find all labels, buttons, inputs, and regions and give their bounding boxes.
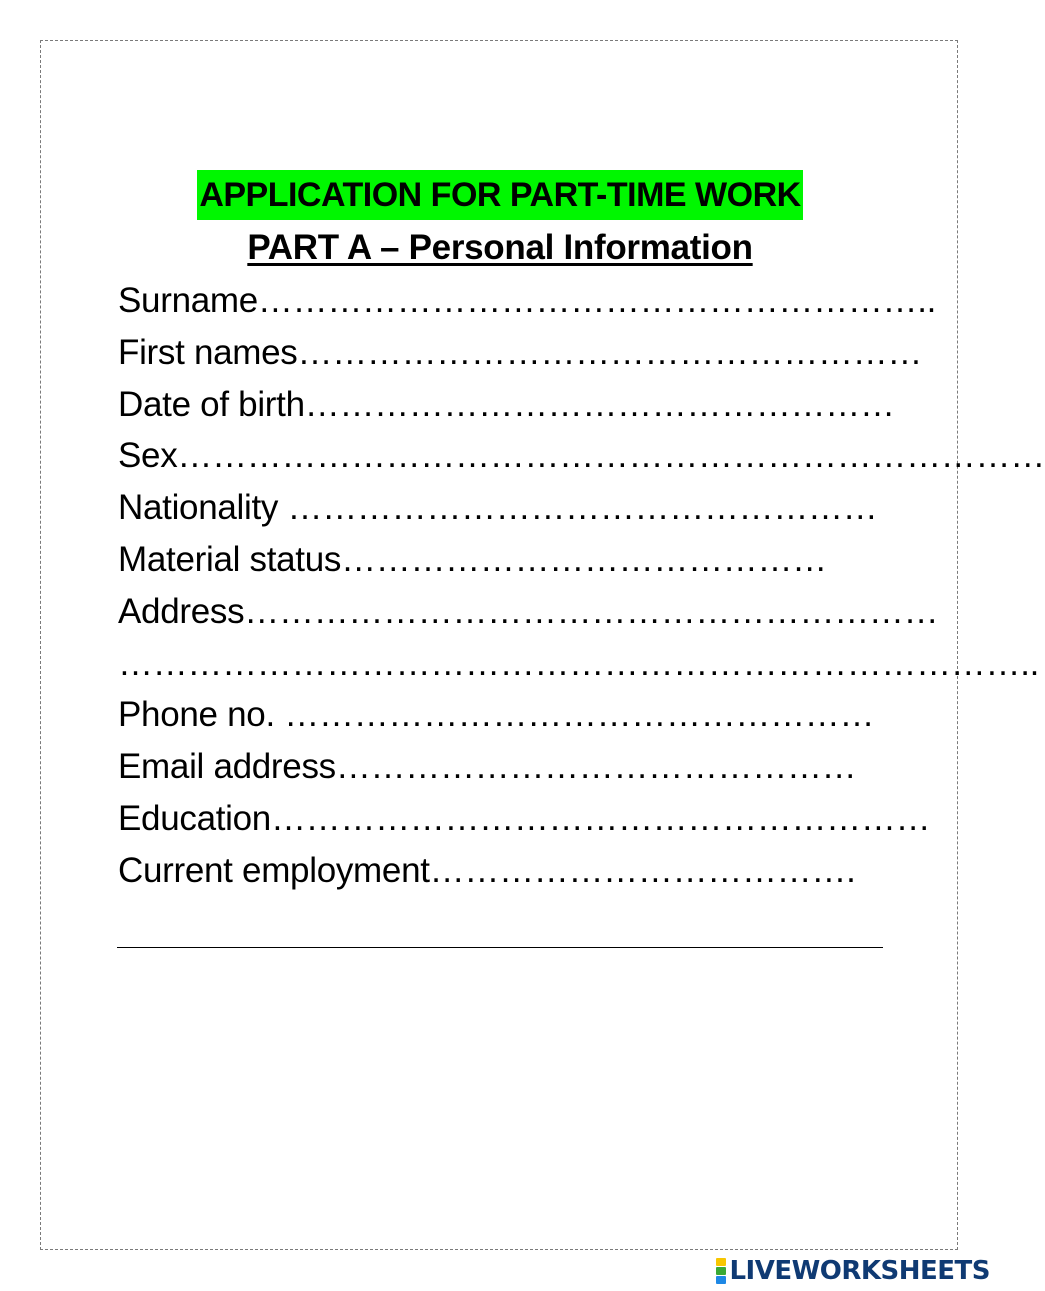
logo-block-green <box>716 1267 726 1275</box>
field-material-status: Material status…………………………………… <box>118 539 827 579</box>
field-date-of-birth: Date of birth…………………………………………… <box>118 384 895 424</box>
divider-line <box>117 947 883 948</box>
field-address-continued: …………………………………………………………………….. <box>118 643 1040 683</box>
field-phone-no: Phone no. …………………………………………… <box>118 695 875 735</box>
field-nationality: Nationality …………………………………………… <box>118 488 878 528</box>
section-heading: PART A – Personal Information <box>247 228 753 267</box>
title-container <box>0 170 1000 220</box>
logo-text: LIVEWORKSHEETS <box>729 1256 990 1286</box>
field-surname: Surname………………………………………………….. <box>118 281 937 320</box>
liveworksheets-logo <box>716 1254 990 1288</box>
logo-block-blue <box>716 1276 726 1284</box>
logo-blocks-icon <box>716 1258 726 1284</box>
form-fields <box>118 275 1045 897</box>
field-sex: Sex………………………………………………………………… <box>118 436 1045 476</box>
logo-block-yellow <box>716 1258 726 1266</box>
subtitle-container <box>0 225 1000 271</box>
document-title: APPLICATION FOR PART-TIME WORK <box>197 170 802 220</box>
field-education: Education………………………………………………… <box>118 798 931 838</box>
field-email-address: Email address……………………………………… <box>118 747 857 787</box>
field-current-employment: Current employment………………………………. <box>118 850 856 890</box>
field-first-names: First names……………………………………………… <box>118 332 923 372</box>
field-address: Address…………………………………………………… <box>118 591 939 631</box>
